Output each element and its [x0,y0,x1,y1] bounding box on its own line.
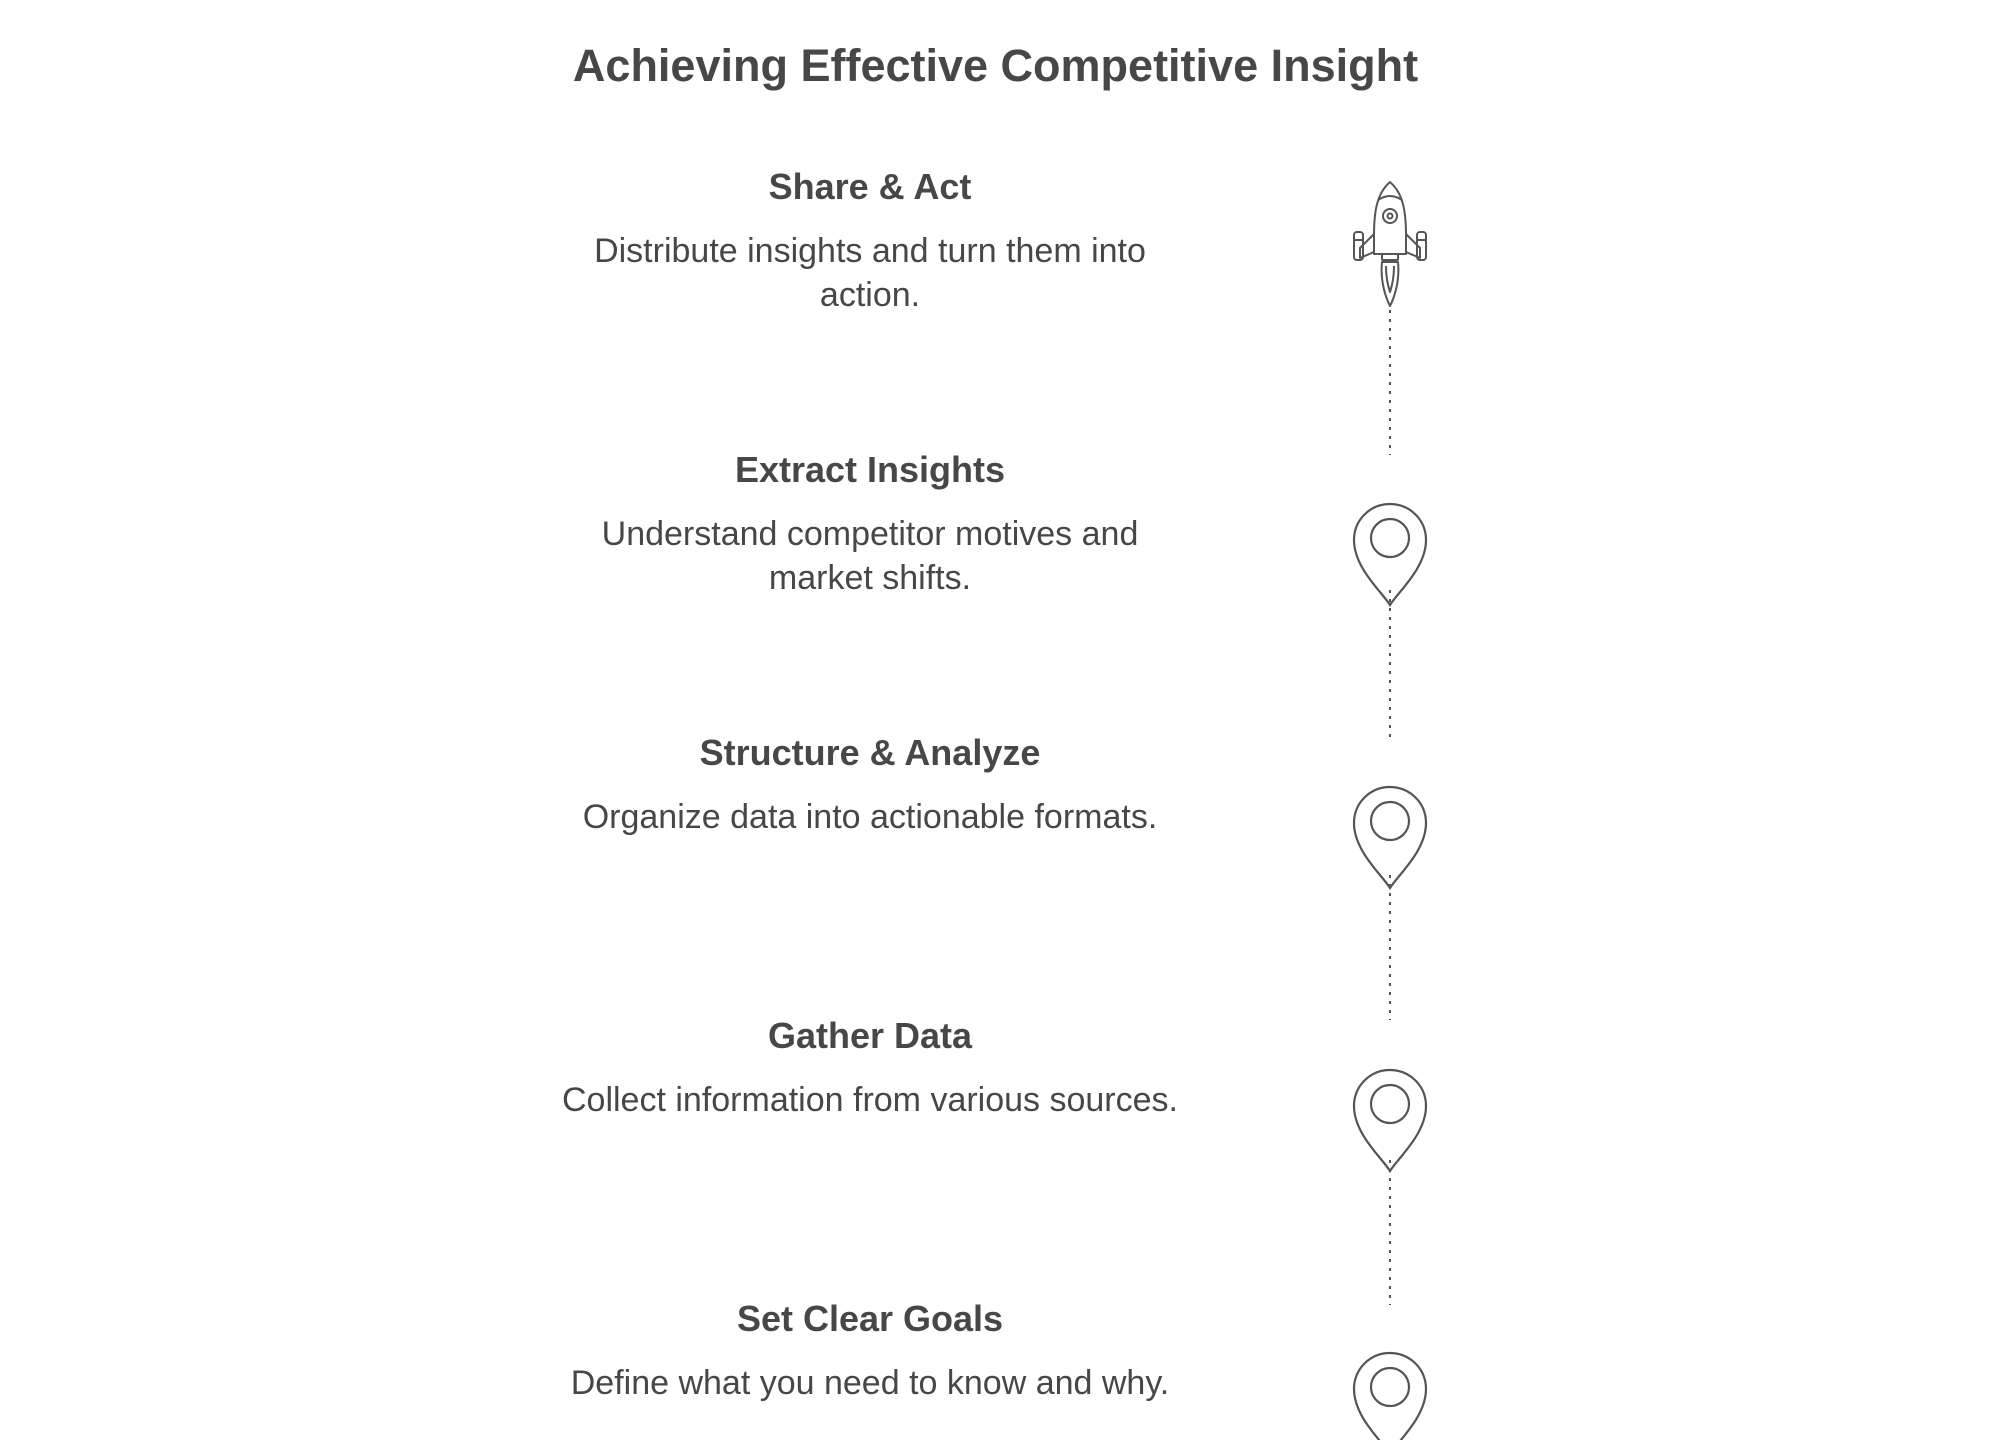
step-share-act [500,165,1240,317]
step-description: Understand competitor motives and market shifts. [601,515,1139,597]
step-title: Extract Insights [734,449,1006,490]
step-description: Collect information from various sources. [561,1081,1178,1119]
location-pin-icon [1354,1353,1426,1440]
page-title: Achieving Effective Competitive Insight [572,40,1419,91]
timeline [1330,170,1450,1440]
timeline-graphic [1330,170,1450,1440]
step-title: Set Clear Goals [736,1298,1004,1339]
step-title: Share & Act [768,166,972,207]
step-structure-analyze [500,731,1240,839]
step-extract-insights [500,448,1240,600]
step-set-clear-goals [500,1297,1240,1405]
step-title: Structure & Analyze [699,732,1041,773]
step-description: Define what you need to know and why. [570,1364,1170,1402]
step-description: Distribute insights and turn them into action. [594,232,1146,314]
location-pin-icon [1354,504,1426,605]
location-pin-icon [1354,1070,1426,1171]
step-gather-data [500,1014,1240,1122]
step-description: Organize data into actionable formats. [582,798,1158,836]
location-pin-icon [1354,787,1426,888]
rocket-icon [1354,182,1426,306]
step-title: Gather Data [767,1015,973,1056]
